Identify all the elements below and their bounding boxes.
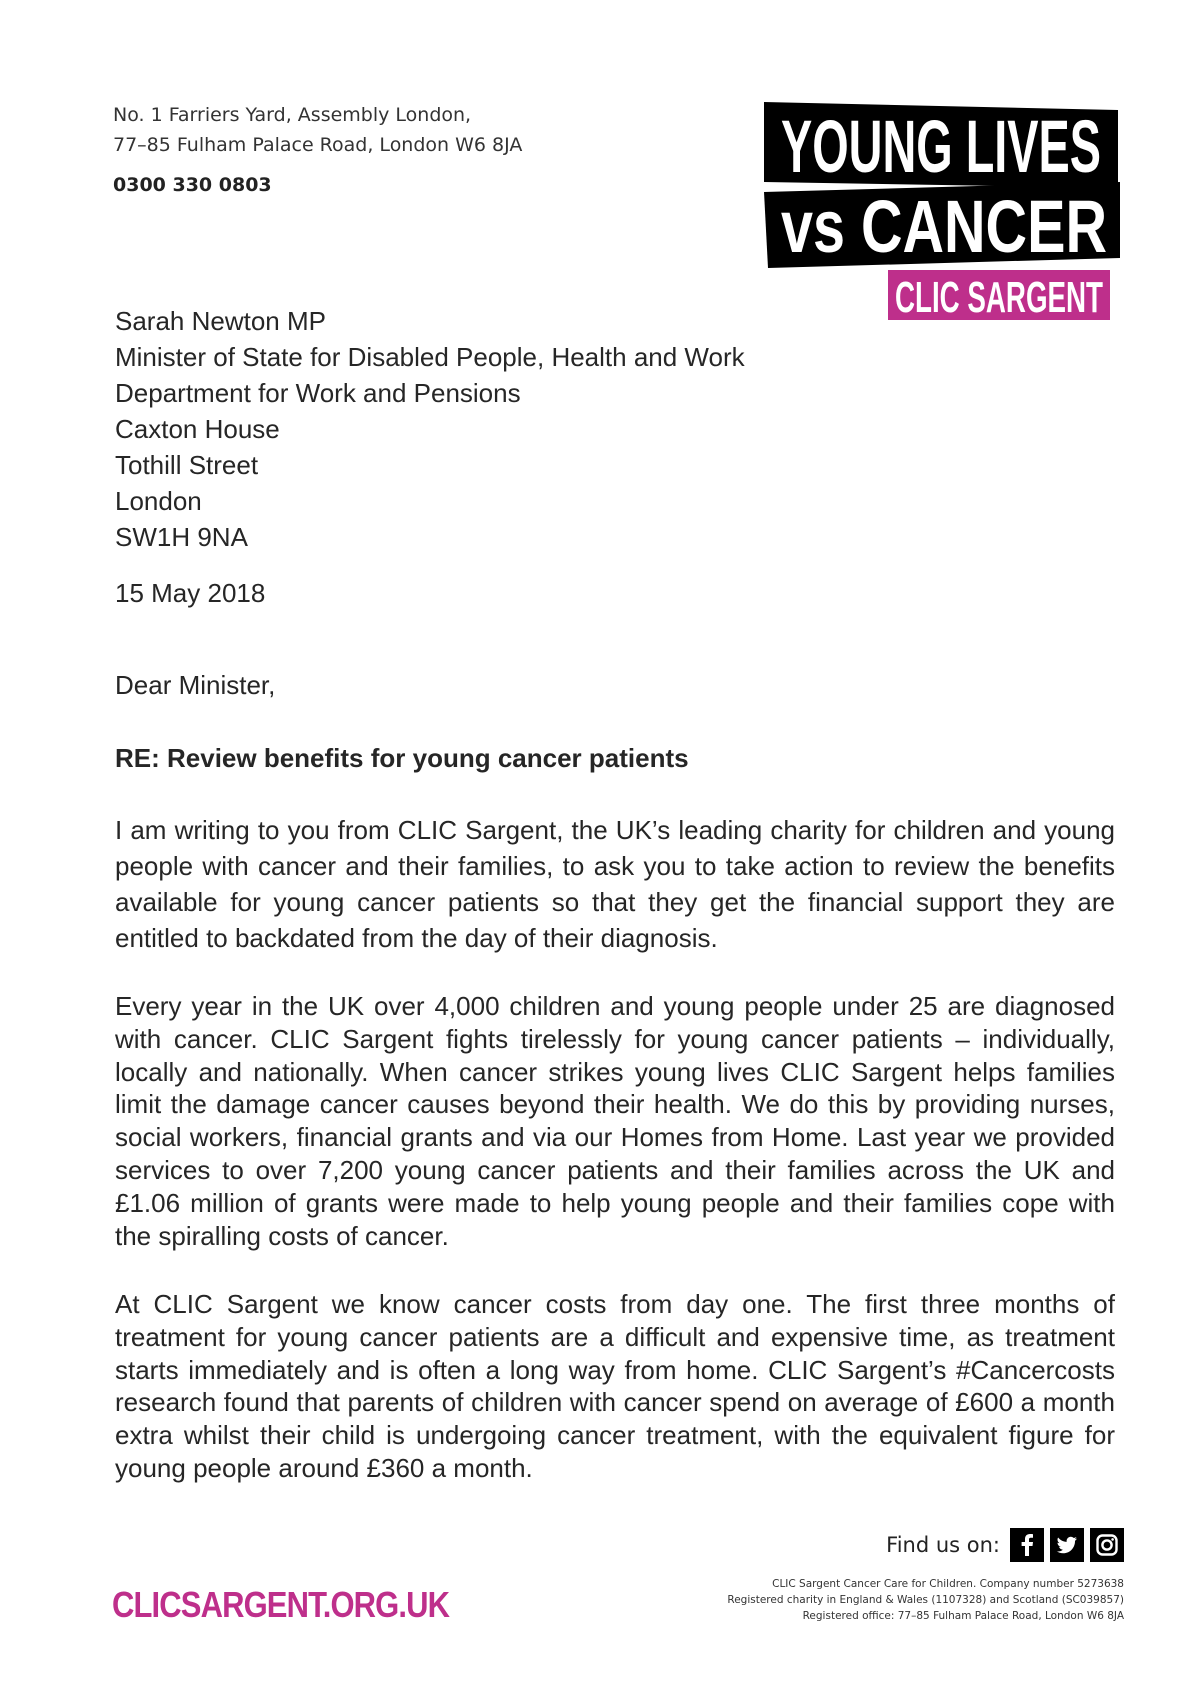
twitter-icon[interactable] (1050, 1528, 1084, 1562)
sender-address-line: 77–85 Fulham Palace Road, London W6 8JA (113, 134, 523, 156)
recipient-line: Sarah Newton MP (115, 306, 326, 336)
body-paragraph: At CLIC Sargent we know cancer costs from day one. The first three months of treatment for young cancer patients are a difficult and expensive time, as treatment starts immediately and is often a long way from home. CLIC Sargent’s #Cancercosts research found that parents of children with cancer spend on average of £600 a month extra whilst their child is undergoing cancer treatment, with the equivalent figure for young people around £360 a month. (115, 1289, 1115, 1483)
recipient-line: Department for Work and Pensions (115, 378, 521, 408)
website-link[interactable]: CLICSARGENT.ORG.UK (112, 1584, 450, 1625)
body-paragraph: Every year in the UK over 4,000 children and young people under 25 are diagnosed with cancer. CLIC Sargent fights tirelessly for young cancer patients – individually, locally and nationally. When cancer strikes young lives CLIC Sargent helps families limit the damage cancer causes beyond their health. We do this by providing nurses, social workers, financial grants and via our Homes from Home. Last year we provided services to over 7,200 young cancer patients and their families across the UK and £1.06 million of grants were made to help young people and their families cope with the spiralling costs of cancer. (115, 991, 1115, 1251)
young-lives-vs-cancer-logo (764, 102, 1120, 342)
logo-line-2: vs CANCER (781, 185, 1107, 268)
instagram-icon[interactable] (1090, 1528, 1124, 1562)
recipient-line: Caxton House (115, 414, 280, 444)
sender-phone: 0300 330 0803 (113, 174, 272, 196)
legal-line: Registered charity in England & Wales (1107328) and Scotland (SC039857) (727, 1594, 1124, 1606)
recipient-line: SW1H 9NA (115, 522, 248, 552)
legal-info (727, 1576, 1124, 1624)
find-us-label: Find us on: (886, 1533, 1000, 1557)
social-links (886, 1528, 1124, 1562)
subject-line: RE: Review benefits for young cancer patients (115, 743, 689, 773)
legal-line: CLIC Sargent Cancer Care for Children. Company number 5273638 (772, 1578, 1124, 1590)
sender-address-line: No. 1 Farriers Yard, Assembly London, (113, 104, 472, 126)
legal-line: Registered office: 77–85 Fulham Palace Road, London W6 8JA (802, 1610, 1124, 1622)
recipient-line: Minister of State for Disabled People, Health and Work (115, 342, 745, 372)
letter-date: 15 May 2018 (115, 578, 266, 608)
recipient-line: Tothill Street (115, 450, 259, 480)
body-paragraph: I am writing to you from CLIC Sargent, the UK’s leading charity for children and young people with cancer and their families, to ask you to take action to review the benefits available for young cancer patients so that they get the financial support they are entitled to backdated from the day of their diagnosis. (115, 815, 1115, 953)
facebook-icon[interactable] (1010, 1528, 1044, 1562)
recipient-line: London (115, 486, 202, 516)
salutation: Dear Minister, (115, 670, 276, 700)
logo-line-3: CLIC SARGENT (895, 273, 1104, 322)
recipient-address (115, 303, 745, 555)
logo-line-1: YOUNG LIVES (781, 105, 1101, 188)
sender-address (113, 100, 522, 200)
